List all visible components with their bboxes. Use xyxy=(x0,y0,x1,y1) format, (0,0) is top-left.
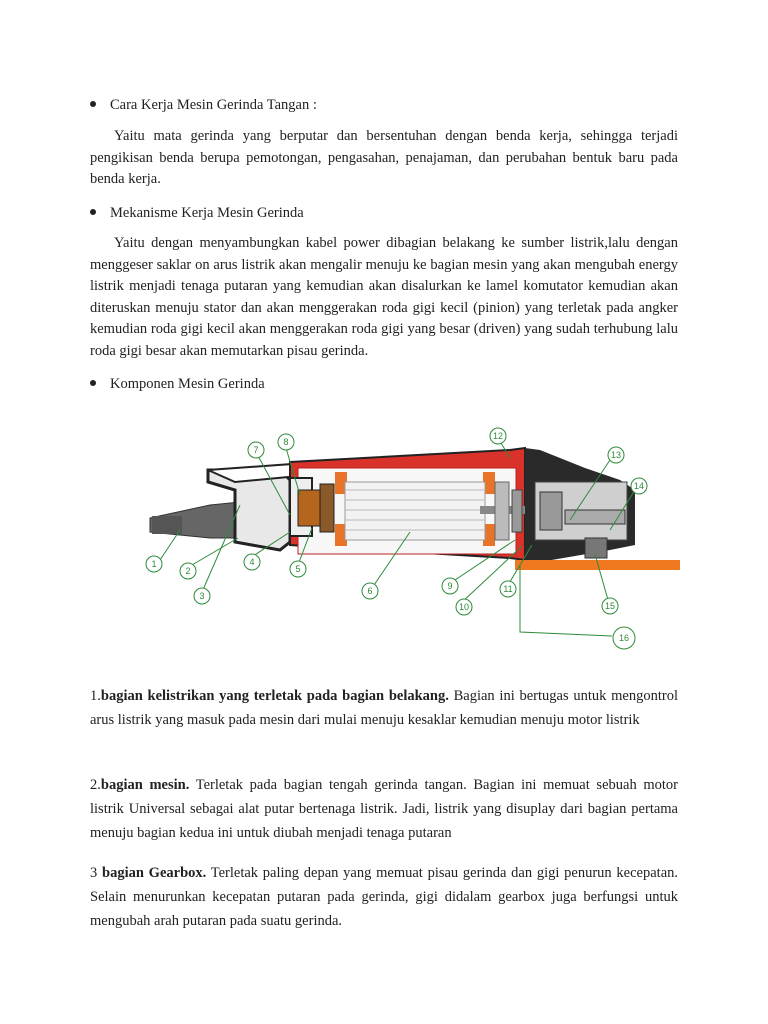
body-cara-kerja: Yaitu mata gerinda yang berputar dan bersentuhan dengan benda kerja, sehingga terjadi pengikisan benda berupa pemotongan, pengasahan, penajaman, dan perubahan bentuk baru pada benda kerja. xyxy=(90,128,678,187)
item-2-number: 2. xyxy=(90,777,101,793)
pinion-gear xyxy=(540,492,562,530)
item-3 xyxy=(90,861,678,933)
item-2-title: bagian mesin. xyxy=(100,777,190,793)
bullet-dot xyxy=(90,380,96,386)
front-bearing xyxy=(512,490,522,532)
bearing-rear xyxy=(320,484,334,532)
svg-text:11: 11 xyxy=(503,584,513,594)
bullet-cara-kerja xyxy=(90,95,317,115)
svg-text:4: 4 xyxy=(249,557,255,567)
item-2 xyxy=(90,773,678,845)
svg-text:3: 3 xyxy=(199,591,205,601)
body-mekanisme: Yaitu dengan menyambungkan kabel power dibagian belakang ke sumber listrik,lalu dengan menggeser saklar on arus listrik akan mengalir menuju ke bagian mesin yang akan mengubah energy listrik menjadi tenaga putaran yang kemudian akan disalurkan ke lamel komutator kemudian akan diteruskan menuju stator dan akan menggerakan roda gigi kecil (pinion) yang terletak pada angker kemudian roda gigi kecil akan menggerakan roda gigi yang besar (driven) yang sudah terhubung lalu roda gigi besar akan memutarkan pisau gerinda. xyxy=(90,235,678,359)
svg-text:16: 16 xyxy=(618,633,630,643)
bullet-komponen xyxy=(90,374,265,394)
bullet-dot xyxy=(90,209,96,215)
fan xyxy=(495,482,509,540)
spindle xyxy=(585,538,607,558)
svg-text:5: 5 xyxy=(295,564,301,574)
paragraph-mekanisme xyxy=(90,233,678,362)
heading-cara-kerja: Cara Kerja Mesin Gerinda Tangan : xyxy=(110,97,317,113)
item-1-text: Bagian ini bertugas untuk mengontrol arus listrik yang masuk pada mesin dari mulai menuju kesaklar kemudian menuju motor listrik xyxy=(90,688,678,728)
item-3-text: Terletak paling depan yang memuat pisau gerinda dan gigi penurun kecepatan. Selain menurunkan kecepatan putaran pada gerinda, gigi didalam gearbox juga berfungsi untuk mengubah arah putaran pada suatu gerinda. xyxy=(90,865,679,929)
svg-text:14: 14 xyxy=(633,481,645,491)
bullet-dot xyxy=(90,101,96,107)
svg-text:8: 8 xyxy=(283,437,289,447)
item-3-title: bagian Gearbox. xyxy=(102,865,207,881)
item-3-number: 3 xyxy=(90,865,103,881)
item-1 xyxy=(90,684,678,732)
item-2-text: Terletak pada bagian tengah gerinda tangan. Bagian ini memuat sebuah motor listrik Universal sebagai alat putar bertenaga listrik. Jadi, listrik yang disuplay dari bagian pertama menuju bagian kedua ini untuk diubah menjadi tenaga putaran xyxy=(90,777,678,841)
heading-komponen: Komponen Mesin Gerinda xyxy=(110,376,265,392)
paragraph-cara-kerja xyxy=(90,126,678,191)
item-1-title: bagian kelistrikan yang terletak pada bagian belakang. xyxy=(100,688,449,704)
svg-text:10: 10 xyxy=(458,602,470,612)
svg-text:7: 7 xyxy=(253,445,259,455)
driven-gear xyxy=(565,510,625,524)
cable-sleeve xyxy=(152,516,182,534)
item-1-number: 1. xyxy=(90,688,101,704)
svg-text:12: 12 xyxy=(492,431,504,441)
svg-text:1: 1 xyxy=(151,559,157,569)
svg-text:13: 13 xyxy=(610,450,622,460)
grinder-diagram xyxy=(140,420,685,655)
heading-mekanisme: Mekanisme Kerja Mesin Gerinda xyxy=(110,205,304,221)
armature xyxy=(345,482,485,540)
svg-text:9: 9 xyxy=(447,581,453,591)
svg-text:15: 15 xyxy=(604,601,616,611)
bullet-mekanisme xyxy=(90,203,304,223)
svg-text:6: 6 xyxy=(367,586,373,596)
svg-text:2: 2 xyxy=(185,566,191,576)
